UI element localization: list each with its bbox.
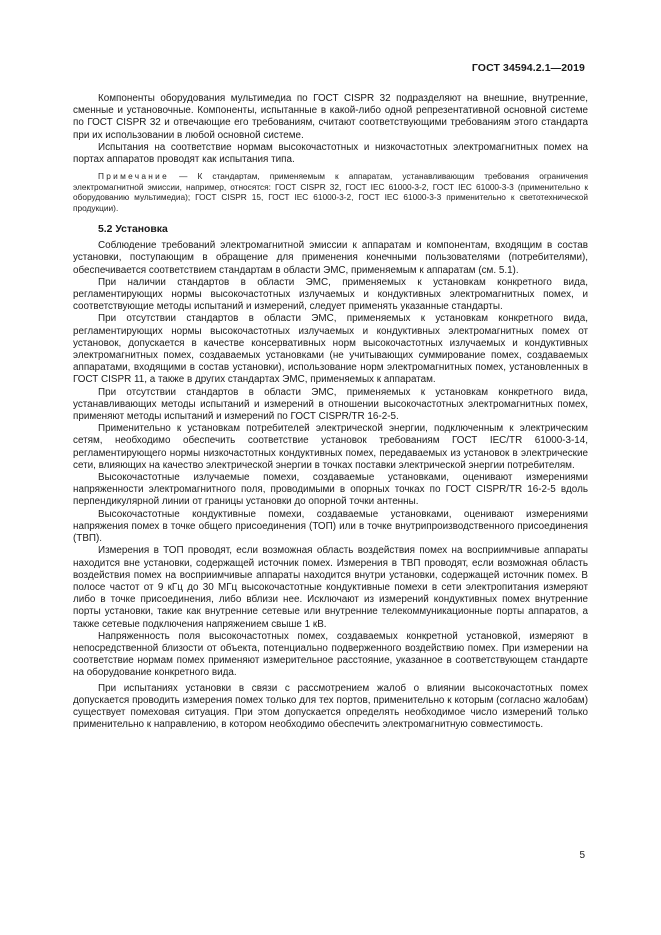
paragraph: При испытаниях установки в связи с рассмотрением жалоб о влиянии высокочастотных помех допускается проводить измерения помех только для тех портов, применительно к которым (согласно жалобам) существует помеховая ситуация. При этом допускается определять необходимое число измерений только применительно к направлению, в котором необходимо обеспечить электромагнитную совместимость. bbox=[73, 682, 588, 731]
paragraph: При отсутствии стандартов в области ЭМС, применяемых к установкам конкретного вида, регламентирующих нормы высокочастотных излучаемых и кондуктивных электромагнитных помех от установок, допускается в качестве консервативных норм высокочастотных излучаемых и кондуктивных электромагнитных помех, создаваемых установками (не учитывающих суммирование помех, создаваемых аппаратами, входящими в состав установки), использование норм электромагнитных помех, установленных в ГОСТ CISPR 11, а также в других стандартах ЭМС, применяемых к аппаратам. bbox=[73, 313, 588, 386]
paragraph: Напряженность поля высокочастотных помех, создаваемых конкретной установкой, измеряют в непосредственной близости от объекта, потенциально подверженного воздействию помех. При измерении на соответствие нормам помех применяют измерительное расстояние, указанное в соответствующем стандарте на оборудование конкретного вида. bbox=[73, 630, 588, 679]
paragraph: Соблюдение требований электромагнитной эмиссии к аппаратам и компонентам, входящим в состав установки, поступающим в обращение для применения конечными пользователями (потребителями), обеспечивается соответствием стандартам в области ЭМС, применяемым к аппаратам (см. 5.1). bbox=[73, 240, 588, 276]
page-number: 5 bbox=[579, 850, 585, 861]
page-body bbox=[73, 93, 588, 731]
paragraph: Испытания на соответствие нормам высокочастотных и низкочастотных электромагнитных помех на портах аппаратов проводят как испытания типа. bbox=[73, 141, 588, 166]
paragraph: Высокочастотные кондуктивные помехи, создаваемые установками, оценивают измерениями напряжения помех в точке общего присоединения (ТОП) или в точке внутрипроизводственного присоединения (ТВП). bbox=[73, 508, 588, 545]
note-text: — К стандартам, применяемым к аппаратам, устанавливающим требования ограничения электромагнитной эмиссии, например, относятся: ГОСТ CISPR 32, ГОСТ IEC 61000-3-2, ГОСТ IEC 61000-3-3 (применительно к оборудованию мультимедиа); ГОСТ CISPR 15, ГОСТ IEC 61000-3-2, ГОСТ IEC 61000-3-3 применительно к светотехнической продукции). bbox=[73, 171, 588, 213]
paragraph: Измерения в ТОП проводят, если возможная область воздействия помех на восприимчивые аппараты находится вне установки, содержащей источник помех. Измерения в ТВП проводят, если возможная область воздействия помех на восприимчивые аппараты находится внутри установки, содержащей источник помех. В полосе частот от 9 кГц до 30 МГц высокочастотные кондуктивные помехи в сети электропитания измеряют либо в точке присоединения, либо вблизи нее. Исключают из измерений кондуктивных помех внутренние порты установки, такие как внутренние сетевые или внутренние телекоммуникационные порты аппаратов, а также сетевые подключения напряжением свыше 1 кВ. bbox=[73, 545, 588, 630]
paragraph: При наличии стандартов в области ЭМС, применяемых к установкам конкретного вида, регламентирующих нормы высокочастотных излучаемых и кондуктивных электромагнитных помех, и соответствующие методы испытаний и измерений, следует применять указанные стандарты. bbox=[73, 276, 588, 313]
paragraph: Применительно к установкам потребителей электрической энергии, подключенным к электрическим сетям, необходимо обеспечить соответствие установок требованиям ГОСТ IEC/TR 61000-3-14, регламентирующего нормы низкочастотных кондуктивных помех, передаваемых из установок в электрические сети, влияющих на качество электрической энергии в точках поставки электрической энергии потребителям. bbox=[73, 423, 588, 471]
document-code: ГОСТ 34594.2.1—2019 bbox=[471, 62, 585, 74]
section-heading: 5.2 Установка bbox=[98, 224, 168, 236]
paragraph: Высокочастотные излучаемые помехи, создаваемые установками, оценивают измерениями напряженности электромагнитного поля, проводимыми в опорных точках по ГОСТ CISPR/TR 16-2-5 вдоль перпендикулярной линии от границы установки до опорной точки антенны. bbox=[73, 472, 588, 508]
note-label: Примечание bbox=[98, 171, 170, 182]
paragraph: При отсутствии стандартов в области ЭМС, применяемых к установкам конкретного вида, устанавливающих методы испытаний и измерений в отношении высокочастотных электромагнитных помех, применяют методы испытаний и измерений по ГОСТ CISPR/TR 16-2-5. bbox=[73, 386, 588, 423]
paragraph: Компоненты оборудования мультимедиа по ГОСТ CISPR 32 подразделяют на внешние, внутренние, сменные и установочные. Компоненты, испытанные в какой-либо одной репрезентативной основной системе по ГОСТ CISPR 32 и отвечающие его требованиям, считают соответствующими требованиям этого стандарта при их использовании в любой основной системе. bbox=[73, 93, 588, 141]
note bbox=[73, 171, 588, 213]
